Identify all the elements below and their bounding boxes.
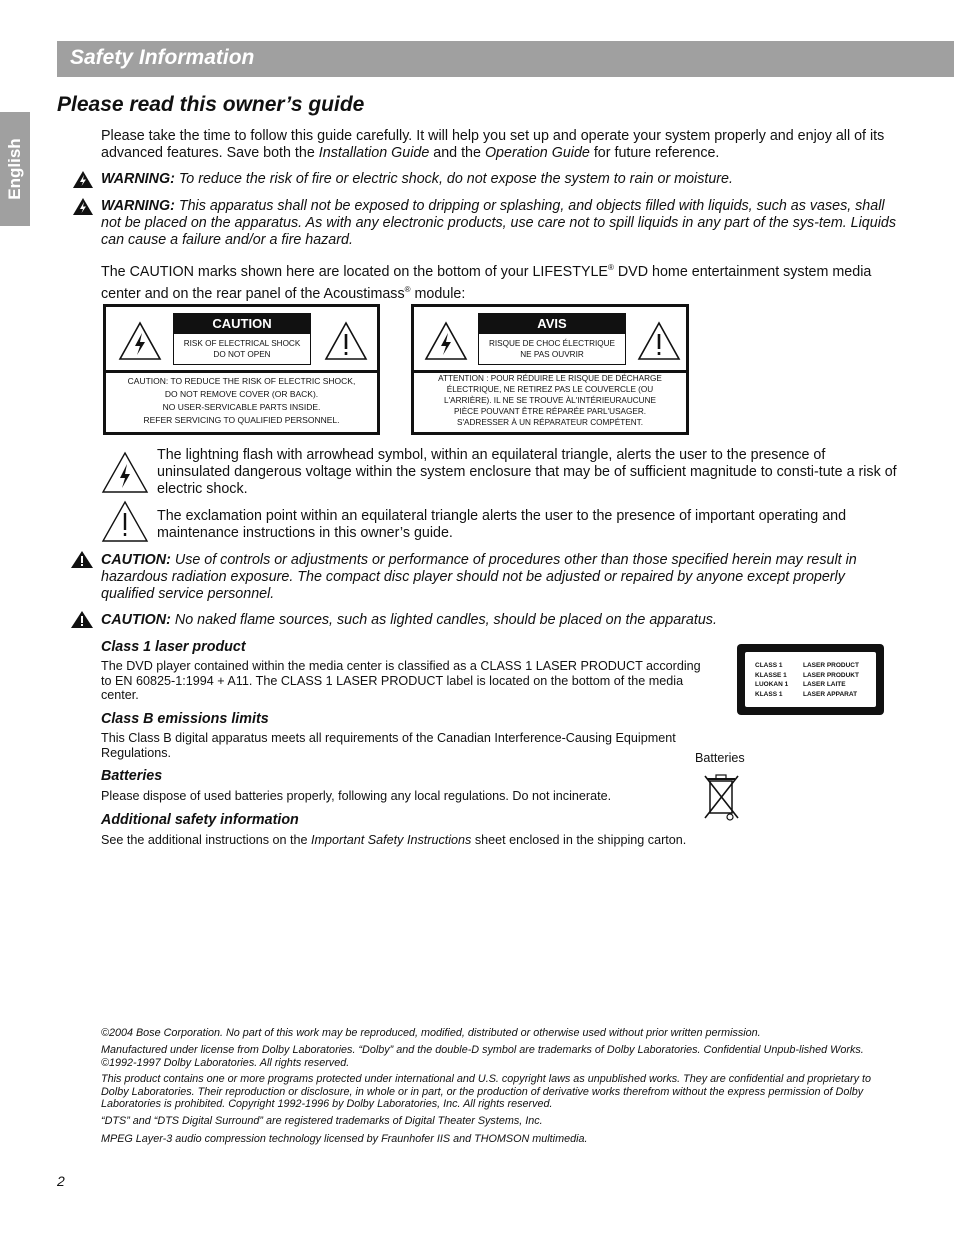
language-tab	[0, 112, 30, 226]
page-number: 2	[57, 1173, 65, 1189]
operation-guide-ref: Operation Guide	[484, 145, 590, 161]
caution-marks-text-1: The CAUTION marks shown here are located on the bottom of your LIFESTYLE	[101, 263, 608, 280]
language-tab-label: English	[5, 138, 24, 200]
additional-heading: Additional safety information	[101, 812, 299, 828]
laser-label-line: KLASS 1	[755, 690, 783, 698]
avis-banner-line: NE PAS OUVRIR	[520, 350, 584, 359]
lightning-triangle-icon	[118, 321, 162, 361]
caution-banner-heading: CAUTION	[174, 314, 310, 334]
batteries-icon-caption: Batteries	[695, 751, 745, 765]
caution-triangle-icon	[71, 551, 93, 568]
laser-label-line: LUOKAN 1	[755, 681, 789, 688]
installation-guide-ref: Installation Guide	[318, 145, 430, 161]
footer-copyright: ©2004 Bose Corporation. No part of this work may be reproduced, modified, distributed or otherwise used without prior written permission.	[101, 1027, 761, 1039]
caution-label: CAUTION:	[101, 552, 171, 568]
laser-label-line: KLASSE 1	[755, 671, 787, 679]
warning-text: This apparatus shall not be exposed to dripping or splashing, and objects filled with liquids, such as vases, shall not be placed on the apparatus. As with any electronic products, use care not to spill liquids in any part of the sys-tem. Liquids can cause a failure and/or a fire hazard.	[101, 198, 896, 248]
warning-triangle-icon	[73, 198, 93, 215]
caution-text: Use of controls or adjustments or performance of procedures other than those specified herein may result in hazardous radiation exposure. The compact disc player should not be adjusted or repaired by anyone except properly qualified service personnel.	[101, 552, 857, 602]
laser-label-line: LASER LAITE	[803, 681, 846, 688]
warning-text: To reduce the risk of fire or electric shock, do not expose the system to rain or moisture.	[178, 171, 733, 187]
registered-mark: ®	[607, 263, 614, 272]
batteries-heading: Batteries	[101, 768, 163, 784]
laser-label-classes	[755, 661, 788, 699]
exclamation-explanation: The exclamation point within an equilateral triangle alerts the user to the presence of important operating and maintenance instructions in this owner’s guide.	[157, 508, 847, 541]
caution-body-line: DO NOT REMOVE COVER (OR BACK).	[164, 389, 319, 399]
caution-marks-text-2: DVD home entertainment system media center and on the rear panel of the Acoustimass	[101, 263, 872, 302]
caution-label-body	[106, 375, 377, 427]
laser-product-label	[737, 644, 884, 715]
crossed-bin-icon	[702, 773, 742, 823]
caution-marks-paragraph	[101, 259, 901, 303]
caution-body-line: CAUTION: TO REDUCE THE RISK OF ELECTRIC SHOCK,	[127, 376, 356, 386]
warning-label: WARNING:	[101, 171, 175, 187]
warning-label: WARNING:	[101, 198, 175, 214]
caution-body-line: REFER SERVICING TO QUALIFIED PERSONNEL.	[143, 415, 340, 425]
laser-label-line: CLASS 1	[755, 662, 783, 669]
exclamation-triangle-icon	[637, 321, 681, 361]
caution-body-line: NO USER-SERVICABLE PARTS INSIDE.	[162, 402, 321, 412]
footer-mpeg: MPEG Layer-3 audio compression technology licensed by Fraunhofer IIS and THOMSON multimedia.	[101, 1133, 588, 1145]
caution-label: CAUTION:	[101, 612, 171, 628]
section-title: Safety Information	[70, 46, 255, 69]
intro-text-3: for future reference.	[589, 145, 720, 161]
caution-triangle-icon	[71, 611, 93, 628]
classb-body: This Class B digital apparatus meets all requirements of the Canadian Interference-Causing Equipment Regulations.	[101, 731, 676, 760]
caution-label-english	[103, 304, 380, 435]
warning-triangle-icon	[73, 171, 93, 188]
registered-mark: ®	[404, 284, 411, 294]
caution-text: No naked flame sources, such as lighted candles, should be placed on the apparatus.	[174, 612, 717, 628]
laser-heading: Class 1 laser product	[101, 639, 246, 655]
laser-label-line: LASER PRODUCT	[803, 662, 859, 669]
avis-banner	[478, 313, 626, 365]
caution-label-french	[411, 304, 689, 435]
intro-text-2: and the	[429, 145, 485, 161]
laser-body: The DVD player contained within the media center is classified as a CLASS 1 LASER PRODUCT according to EN 60825-1:1994 + A11. The CLASS 1 LASER PRODUCT label is located on the bottom of the media center.	[101, 659, 701, 702]
avis-banner-heading: AVIS	[479, 314, 625, 334]
section-header-bar	[57, 41, 954, 77]
exclamation-triangle-icon	[324, 321, 368, 361]
caution-banner-line: DO NOT OPEN	[213, 350, 271, 359]
caution-radiation	[101, 552, 901, 603]
additional-text-2: sheet enclosed in the shipping carton.	[471, 833, 687, 847]
intro-text-1: Please take the time to follow this guide carefully. It will help you set up and operate your system properly and enjoy all of its advanced features. Save both the	[101, 128, 885, 161]
caution-flame	[101, 612, 901, 629]
caution-banner	[173, 313, 311, 365]
avis-body-line: S'ADRESSER À UN RÉPARATEUR COMPÉTENT.	[457, 418, 643, 427]
warning-moisture	[101, 171, 901, 188]
footer-dolby-copyright: This product contains one or more programs protected under international and U.S. copyright laws as unpublished works. They are confidential and proprietary to Dolby Laboratories. Their reproduction or disclosure, in whole or in part, or the production of derivative works therefrom without the express permission of Dolby Laboratories is prohibited. Copyright 1992-1996 by Dolby Laboratories, Inc. All rights reserved.	[101, 1073, 871, 1110]
footer-dts: “DTS” and “DTS Digital Surround” are registered trademarks of Digital Theater Systems, Inc.	[101, 1115, 543, 1127]
avis-body-line: PIÈCE POUVANT ÊTRE RÉPARÉE PARL'USAGER.	[453, 407, 647, 416]
batteries-body: Please dispose of used batteries properly, following any local regulations. Do not incinerate.	[101, 789, 612, 803]
avis-banner-line: RISQUE DE CHOC ÉLECTRIQUE	[488, 339, 615, 348]
lightning-triangle-icon	[424, 321, 468, 361]
avis-body-line: ATTENTION : POUR RÉDUIRE LE RISQUE DE DÉCHARGE	[438, 374, 662, 383]
additional-body	[101, 833, 901, 848]
caution-marks-text-3: module:	[410, 285, 466, 302]
classb-heading: Class B emissions limits	[101, 711, 269, 727]
laser-label-line: LASER PRODUKT	[803, 671, 859, 679]
lightning-explanation: The lightning flash with arrowhead symbol, within an equilateral triangle, alerts the user to the presence of uninsulated dangerous voltage within the system enclosure that may be of sufficient magnitude to consti-tute a risk of electric shock.	[157, 447, 897, 497]
warning-liquids	[101, 198, 901, 249]
important-safety-instructions-ref: Important Safety Instructions	[311, 833, 472, 847]
intro-paragraph	[101, 128, 901, 162]
footer-dolby-license: Manufactured under license from Dolby Laboratories. “Dolby” and the double-D symbol are trademarks of Dolby Laboratories. Confidential Unpub-lished Works. ©1992-1997 Dolby Laboratories. All rights reserved.	[101, 1044, 864, 1069]
avis-body-line: L'ARRIÈRE). IL NE SE TROUVE ÀL'INTÉRIEURAUCUNE	[444, 396, 656, 405]
exclamation-triangle-icon	[101, 500, 149, 544]
lightning-triangle-icon	[101, 451, 149, 495]
caution-banner-line: RISK OF ELECTRICAL SHOCK	[183, 339, 301, 348]
laser-label-line: LASER APPARAT	[803, 690, 858, 698]
avis-body-line: ÉLECTRIQUE, NE RETIREZ PAS LE COUVERCLE (OU	[446, 385, 654, 394]
page-title: Please read this owner’s guide	[57, 93, 365, 116]
avis-label-body	[414, 373, 686, 428]
laser-label-products	[803, 661, 859, 699]
additional-text-1: See the additional instructions on the	[101, 833, 312, 847]
